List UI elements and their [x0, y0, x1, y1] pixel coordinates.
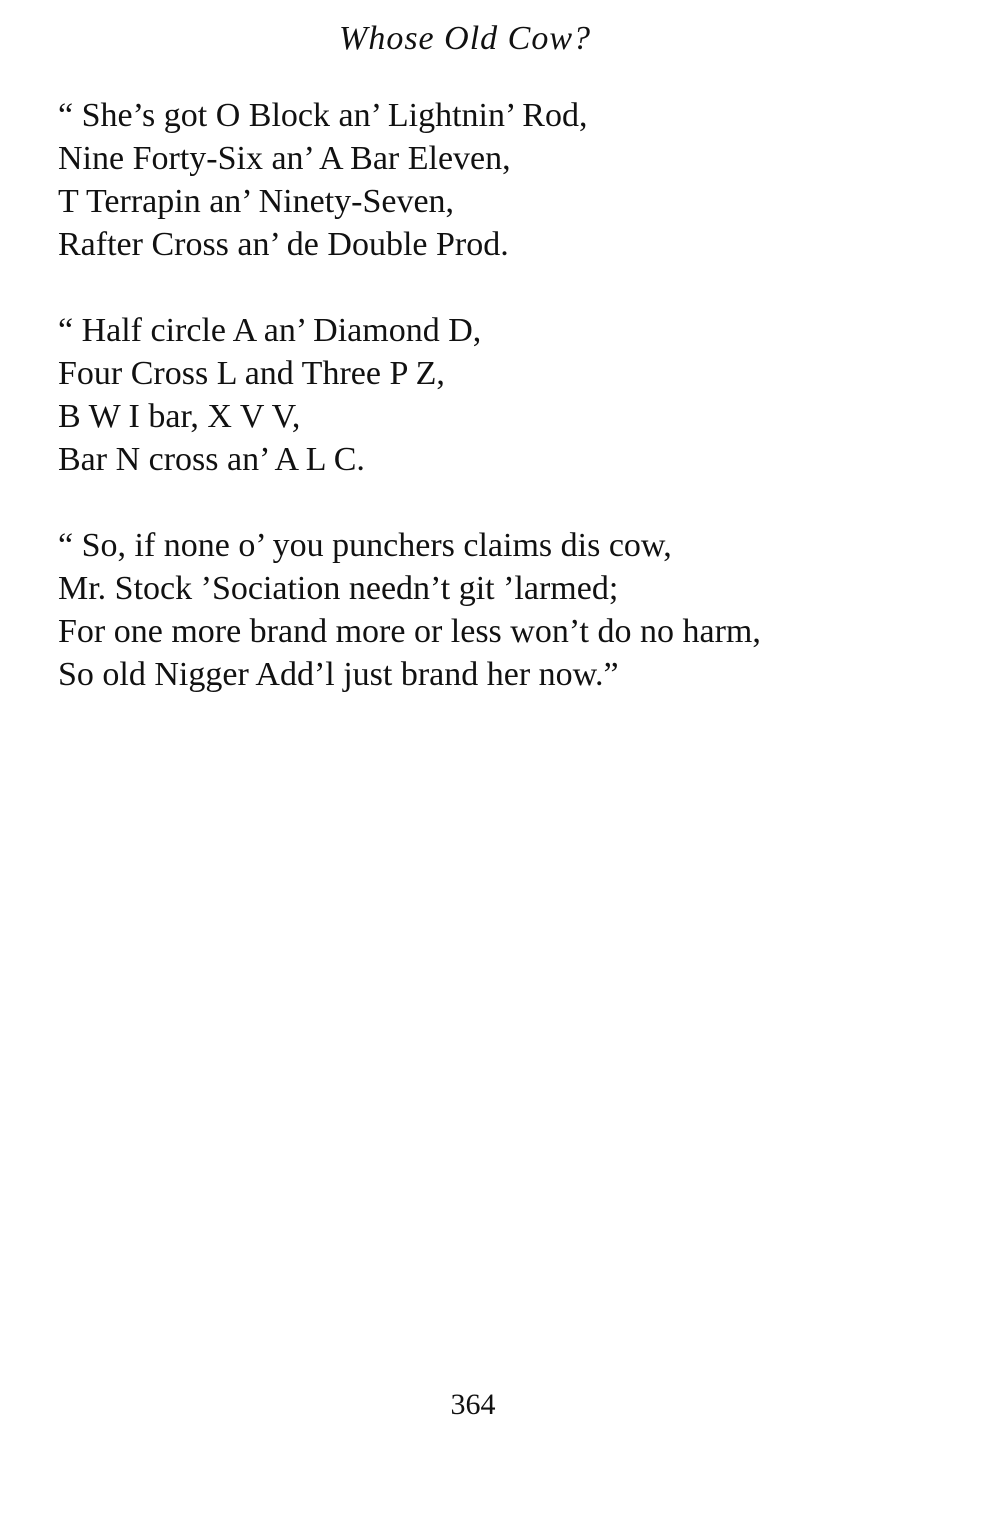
- poem-line: Mr. Stock ’Sociation needn’t git ’larmed;: [58, 570, 619, 607]
- poem-line: “ So, if none o’ you punchers claims dis cow,: [58, 527, 672, 564]
- poem-line: Rafter Cross an’ de Double Prod.: [58, 226, 509, 263]
- poem-line: “ She’s got O Block an’ Lightnin’ Rod,: [58, 97, 588, 134]
- poem: [58, 94, 958, 739]
- poem-line: For one more brand more or less won’t do no harm,: [58, 613, 761, 650]
- poem-line: B W I bar, X V V,: [58, 398, 301, 435]
- page-number: 364: [450, 1388, 496, 1421]
- stanza: [58, 309, 958, 481]
- poem-line: Bar N cross an’ A L C.: [58, 441, 365, 478]
- stanza: [58, 524, 958, 696]
- stanza: [58, 94, 958, 266]
- poem-line: So old Nigger Add’l just brand her now.”: [58, 656, 619, 693]
- running-head: Whose Old Cow?: [339, 20, 591, 57]
- poem-line: Four Cross L and Three P Z,: [58, 355, 445, 392]
- poem-line: “ Half circle A an’ Diamond D,: [58, 312, 482, 349]
- poem-line: Nine Forty-Six an’ A Bar Eleven,: [58, 140, 511, 177]
- poem-line: T Terrapin an’ Ninety-Seven,: [58, 183, 455, 220]
